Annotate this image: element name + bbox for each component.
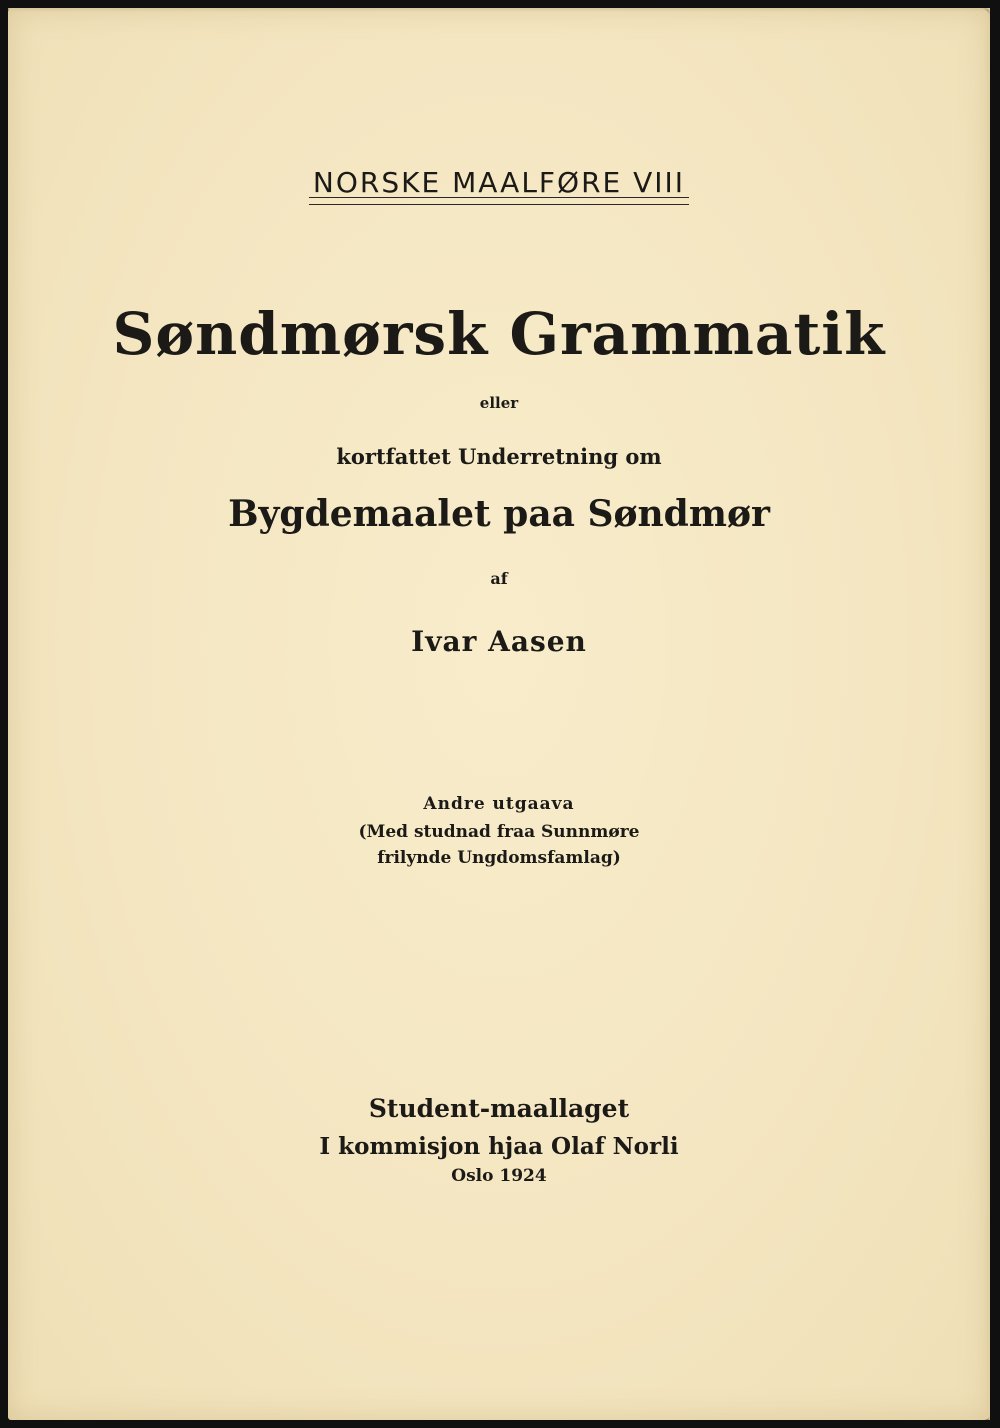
series-title	[8, 166, 990, 199]
book-cover	[8, 8, 990, 1420]
subtitle-line-2: Bygdemaalet paa Søndmør	[228, 493, 770, 535]
publisher-commission: I kommisjon hjaa Olaf Norli	[319, 1133, 679, 1160]
series-title-text: NORSKE MAALFØRE VIII	[309, 166, 689, 198]
edition-line-2: (Med studnad fraa Sunnmøre	[358, 822, 640, 842]
by-word: af	[490, 569, 508, 588]
publication-place-year: Oslo 1924	[451, 1166, 547, 1186]
conjunction: eller	[479, 394, 519, 412]
publisher-name: Student-maallaget	[368, 1094, 630, 1123]
author-name: Ivar Aasen	[411, 625, 587, 658]
edition-line-3: frilynde Ungdomsfamlag)	[377, 848, 621, 868]
subtitle-line-1: kortfattet Underretning om	[336, 444, 662, 469]
edition-line-1: Andre utgaava	[423, 794, 575, 814]
book-title: Søndmørsk Grammatik	[112, 300, 886, 368]
